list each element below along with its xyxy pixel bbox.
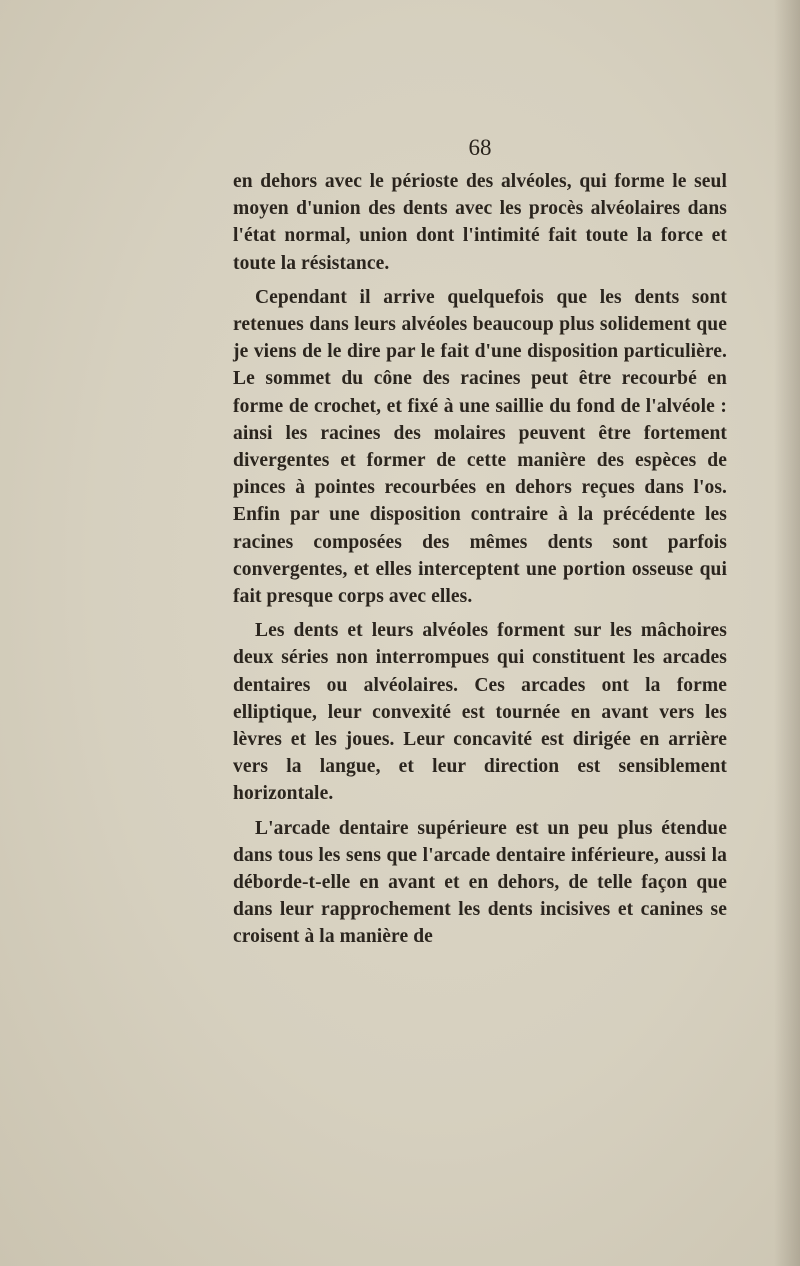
paragraph-3: Les dents et leurs alvéoles forment sur les mâchoires deux séries non interrompues qui constituent les arcades dentaires ou alvéolaires. Ces arcades ont la forme elliptique, leur convexité est tournée en avant vers les lèvres et les joues. Leur concavité est dirigée en arrière vers la langue, et leur direction est sensiblement horizontale. (233, 620, 727, 805)
page-edge-shadow (774, 0, 800, 1266)
paragraph-1: en dehors avec le périoste des alvéoles, qui forme le seul moyen d'union des dents avec les procès alvéolaires dans l'état normal, union dont l'intimité fait toute la force et toute la résistance. (233, 171, 727, 274)
page-number: 68 (468, 135, 492, 160)
paragraph-4: L'arcade dentaire supérieure est un peu plus étendue dans tous les sens que l'arcade dentaire inférieure, aussi la déborde-t-elle en avant et en dehors, de telle façon que dans leur rapprochement les dents incisives et canines se croisent à la manière de (233, 817, 727, 948)
body-text (233, 168, 727, 951)
paragraph-2: Cependant il arrive quelquefois que les dents sont retenues dans leurs alvéoles beaucoup plus solidement que je viens de le dire par le fait d'une disposition particulière. Le sommet du cône des racines peut être recourbé en forme de crochet, et fixé à une saillie du fond de l'alvéole : ainsi les racines des molaires peuvent être fortement divergentes et former de cette manière des espèces de pinces à pointes recourbées en dehors reçues dans l'os. Enfin par une disposition contraire à la précédente les racines composées des mêmes dents sont parfois convergentes, et elles interceptent une portion osseuse qui fait presque corps avec elles. (233, 286, 727, 608)
